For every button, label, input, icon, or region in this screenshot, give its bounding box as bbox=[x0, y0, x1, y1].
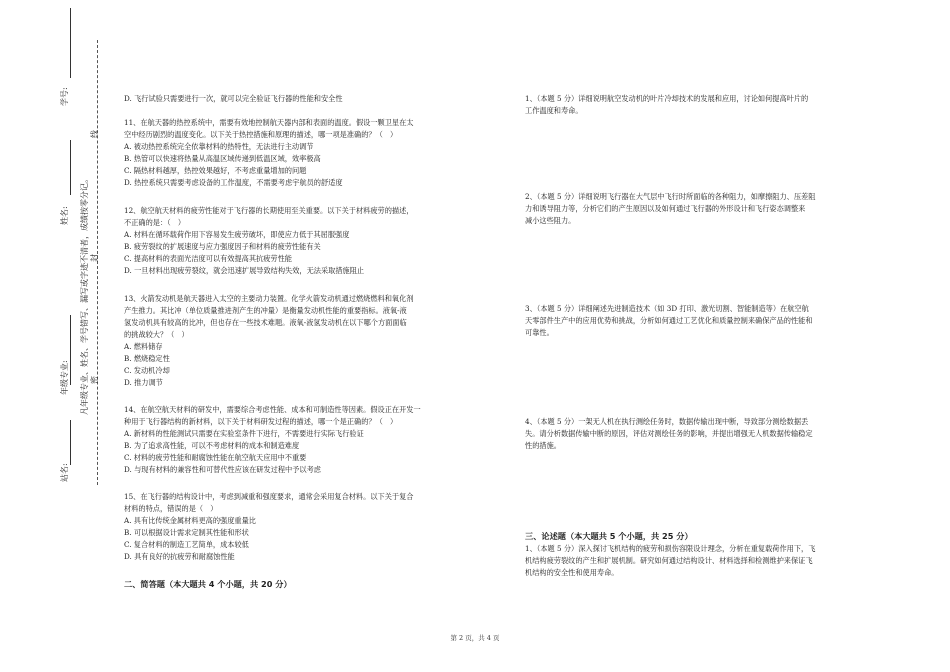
option-d: D. 热控系统只需要考虑设备的工作温度，不需要考虑宇航员的舒适度 bbox=[124, 178, 343, 187]
question-stem: 不正确的是：（ ） bbox=[124, 218, 186, 227]
binding-dashed-line bbox=[97, 40, 98, 485]
question-stem: 11、在航天器的热控系统中，需要有效地控制航天器内部和表面的温度。假设一颗卫星在太 bbox=[124, 118, 414, 127]
question-stem: 15、在飞行器的结构设计中，考虑到减重和强度要求，通常会采用复合材料。以下关于复合 bbox=[124, 492, 414, 501]
question-stem: 氢发动机具有较高的比冲，但也存在一些技术难题。液氧-液氢发动机在以下哪个方面面临 bbox=[124, 318, 407, 327]
option-c: C. 提高材料的表面光洁度可以有效提高其抗疲劳性能 bbox=[124, 254, 292, 263]
question-stem: 天零部件生产中的应用优势和挑战，分析如何通过工艺优化和质量控制来确保产品的性能和 bbox=[525, 316, 813, 325]
option-a: A. 燃料储存 bbox=[124, 342, 163, 351]
question-stem: 工作温度和寿命。 bbox=[525, 106, 583, 115]
question-14 bbox=[124, 404, 489, 476]
question-stem: 4、（本题 5 分）一架无人机在执行测绘任务时，数据传输出现中断，导致部分测绘数据丢 bbox=[525, 417, 809, 426]
question-stem: 机结构疲劳裂纹的产生和扩展机制。研究如何通过结构设计、材料选择和检测维护来保证飞 bbox=[525, 556, 813, 565]
q10-option-d: D. 飞行试验只需要进行一次，就可以完全验证飞行器的性能和安全性 bbox=[124, 94, 343, 103]
question-stem: 材料的特点，错误的是（ ） bbox=[124, 504, 218, 513]
option-c: C. 发动机冷却 bbox=[124, 366, 170, 375]
binding-mark-xian: 线 bbox=[90, 130, 99, 138]
option-a: A. 被动热控系统完全依靠材料的热特性，无法进行主动调节 bbox=[124, 142, 314, 151]
question-stem: 3、（本题 5 分）详细阐述先进制造技术（如 3D 打印、激光切割、智能制造等）在航空航 bbox=[525, 304, 809, 313]
question-stem: 种用于飞行器结构的新材料，以下关于材料研发过程的描述，哪一个是正确的？（ ） bbox=[124, 417, 398, 426]
option-c: C. 材料的疲劳性能和耐腐蚀性能在航空航天应用中不重要 bbox=[124, 453, 307, 462]
binding-notice: 凡年级专业、姓名、学号错写、漏写或字迹不清者，成绩按零分记。 bbox=[80, 175, 89, 415]
question-stem: 12、航空航天材料的疲劳性能对于飞行器的长期使用至关重要。以下关于材料疲劳的描述， bbox=[124, 206, 414, 215]
option-a: A. 新材料的性能测试只需要在实验室条件下进行，不需要进行实际飞行验证 bbox=[124, 429, 364, 438]
name-label: 姓名: bbox=[60, 206, 69, 225]
option-d: D. 一旦材料出现疲劳裂纹，就会迅速扩展导致结构失效，无法采取措施阻止 bbox=[124, 266, 365, 275]
short-answer-3 bbox=[525, 303, 865, 339]
essay-1 bbox=[525, 543, 865, 579]
question-11 bbox=[124, 117, 489, 189]
question-15 bbox=[124, 491, 489, 563]
right-column bbox=[525, 93, 865, 613]
option-c: C. 隔热材料越厚，热控效果越好，不考虑重量增加的问题 bbox=[124, 166, 307, 175]
question-stem: 1、（本题 5 分）详细说明航空发动机的叶片冷却技术的发展和应用，讨论如何提高叶片的 bbox=[525, 94, 809, 103]
question-stem: 13、火箭发动机是航天器进入太空的主要动力装置。化学火箭发动机通过燃烧燃料和氧化剂 bbox=[124, 294, 414, 303]
question-stem: 的挑战较大？（ ） bbox=[124, 330, 189, 339]
question-stem: 1、（本题 5 分）深入探讨飞机结构的疲劳和损伤容限设计理念，分析在重复载荷作用下，飞 bbox=[525, 544, 816, 553]
question-13 bbox=[124, 293, 489, 389]
option-b: B. 为了追求高性能，可以不考虑材料的成本和制造难度 bbox=[124, 441, 300, 450]
question-stem: 性的措施。 bbox=[525, 441, 561, 450]
student-id-label: 学号: bbox=[60, 87, 69, 106]
page-number: 第 2 页，共 4 页 bbox=[450, 634, 500, 642]
option-b: B. 疲劳裂纹的扩展速度与应力强度因子和材料的疲劳性能有关 bbox=[124, 242, 321, 251]
short-answer-2 bbox=[525, 191, 865, 227]
option-d: D. 具有良好的抗疲劳和耐腐蚀性能 bbox=[124, 552, 235, 561]
major-underline bbox=[70, 315, 71, 385]
station-underline bbox=[70, 420, 71, 465]
option-d: D. 与现有材料的兼容性和可替代性应该在研发过程中予以考虑 bbox=[124, 465, 321, 474]
option-b: B. 燃烧稳定性 bbox=[124, 354, 170, 363]
left-column bbox=[124, 93, 489, 613]
option-b: B. 可以根据设计需求定制其性能和形状 bbox=[124, 528, 249, 537]
question-stem: 空中经历剧烈的温度变化。以下关于热控措施和原理的描述，哪一项是准确的？（ ） bbox=[124, 130, 398, 139]
option-b: B. 热管可以快速将热量从高温区域传递到低温区域，效率极高 bbox=[124, 154, 321, 163]
name-underline bbox=[70, 140, 71, 195]
question-12 bbox=[124, 205, 489, 277]
question-stem: 失。请分析数据传输中断的原因，评估对测绘任务的影响，并提出增强无人机数据传输稳定 bbox=[525, 429, 813, 438]
question-stem: 可靠性。 bbox=[525, 328, 554, 337]
question-stem: 产生推力。其比冲（单位质量推进剂产生的冲量）是衡量发动机性能的重要指标。液氧-液 bbox=[124, 306, 407, 315]
question-stem: 14、在航空航天材料的研发中，需要综合考虑性能、成本和可制造性等因素。假设正在开发一 bbox=[124, 405, 421, 414]
binding-mark-feng: 封 bbox=[90, 254, 99, 262]
section-2-title: 二、简答题（本大题共 4 个小题，共 20 分） bbox=[124, 579, 292, 589]
option-c: C. 复合材料的制造工艺简单，成本较低 bbox=[124, 540, 249, 549]
question-stem: 力和诱导阻力等，分析它们的产生原因以及如何通过飞行器的外形设计和飞行姿态调整来 bbox=[525, 204, 806, 213]
student-id-underline bbox=[70, 8, 71, 78]
section-3-title: 三、论述题（本大题共 5 个小题，共 25 分） bbox=[525, 531, 693, 541]
question-stem: 2、（本题 5 分）详细说明飞行器在大气层中飞行时所面临的各种阻力，如摩擦阻力、压差阻 bbox=[525, 192, 816, 201]
option-a: A. 材料在循环载荷作用下容易发生疲劳破坏，即使应力低于其屈服强度 bbox=[124, 230, 350, 239]
major-label: 年级专业: bbox=[60, 360, 69, 395]
option-d: D. 推力调节 bbox=[124, 378, 163, 387]
question-stem: 减小这些阻力。 bbox=[525, 216, 576, 225]
station-label: 站名: bbox=[60, 463, 69, 482]
question-stem: 机结构的安全性和使用寿命。 bbox=[525, 568, 619, 577]
short-answer-1 bbox=[525, 93, 865, 117]
option-a: A. 具有比传统金属材料更高的强度重量比 bbox=[124, 516, 256, 525]
binding-mark-mi: 密 bbox=[90, 376, 99, 384]
short-answer-4 bbox=[525, 416, 865, 452]
